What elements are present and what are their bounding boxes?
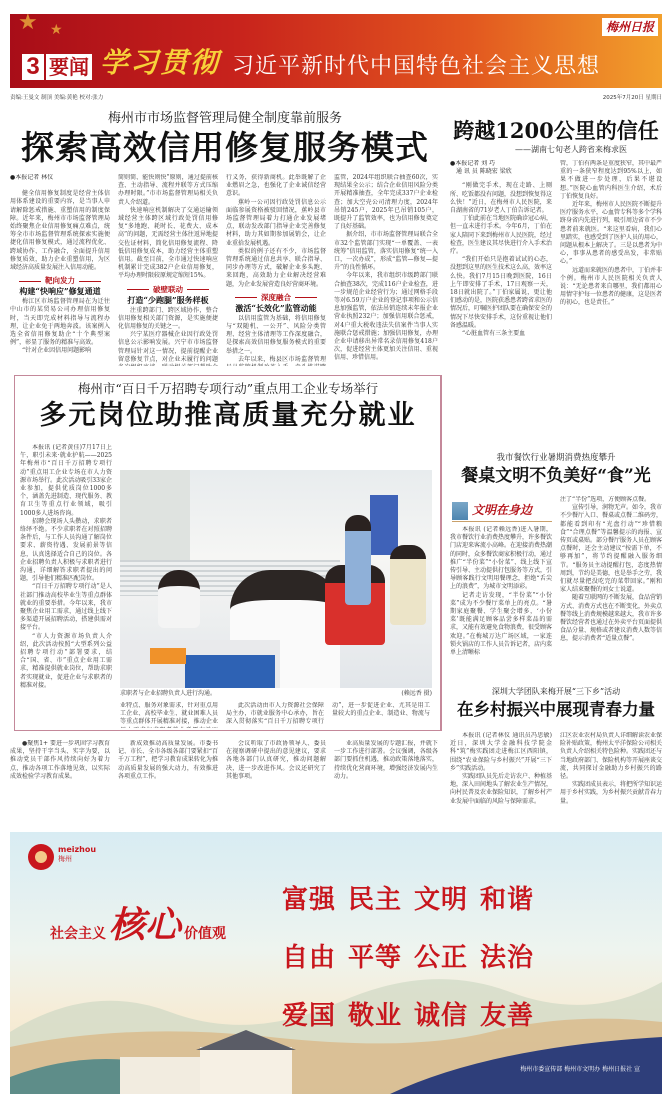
paragraph: 江区农业农村局负责人详细解读农业保险补贴政策，梅州太平洋保险公司相关负责人介绍相关特色险种。实践团还与当地政府部门、保险机构等开展座谈交流，共同探讨金融助力乡村振兴的路径。 bbox=[560, 732, 662, 781]
paragraph: 蕉岭一公司因行政处罚信息公示面临参展资格被驳回情况，蕉岭县市场监督管理局着力打通企业发展堵点，联动发改部门指导企业完善修复材料，助力其如期参加展销会，让企业重拾发展机遇。 bbox=[226, 198, 326, 247]
paragraph: 兴宁某医疗器械企业因行政处罚信息公示影响发展。兴宁市市场监督管理局针对这一情况，提前提醒企业留意修复节点，对企业未履行的问题 bbox=[118, 331, 218, 363]
dining-headline: 餐桌文明不负美好“食”光 bbox=[461, 466, 651, 486]
paragraph: 以信用监管为基础，将信用修复与“双随机、一公开”、风险分类管理、经营主体清理等工作深度融合，是探索高效信用修复服务模式的重要举措之一。 bbox=[226, 314, 326, 355]
ad-title bbox=[50, 902, 226, 948]
value-word: 公正 bbox=[414, 943, 469, 973]
plum-blossom-logo-icon bbox=[28, 844, 54, 870]
hall-shape bbox=[200, 1047, 292, 1094]
paragraph: 健全信用修复制度是经营主体信用体系建设的重要内容，是当事人申请解除惩戒措施、重塑信用的制度保障。近年来，梅州市市场监督管理局始终聚焦企业信用修复痛点难点，统筹全市市场监督管理系统探索实施便捷化信用修复模式，通过流程优化、跨域协作、工作融合，全面提升信用修复质效，助力企业重塑信用，为区域经济高质量发展注入信用动能。 bbox=[10, 190, 110, 272]
calligraphy-title: 学习贯彻 bbox=[100, 46, 221, 79]
jobs-article bbox=[20, 380, 436, 434]
building-shape bbox=[120, 1057, 200, 1094]
paragraph: 梅江区市场监督管理局在为迁往中山市的某贸易公司办理信用修复时，当天即完成材料指导与流程办理，让企业免于两地奔波。该案例入选全省信用修复助企“十个典型案例”，彰显了服务的精准与高效。 bbox=[10, 298, 110, 347]
paragraph: “针对企业因信用问题影响 bbox=[22, 347, 92, 355]
values-row bbox=[282, 880, 546, 920]
paragraph: 会议听取了市政协领导人、委员在视察调研中提出的意见建议，要求各地各部门认真研究，推动问题解决，进一步改进作风。会议还研究了其他事项。 bbox=[226, 740, 326, 780]
paragraph: 实践团成员表示，将把所学知识运用于乡村实践，为乡村振兴贡献青春力量。 bbox=[560, 781, 662, 805]
trust-byline: 通 讯 员 陈晓宏 梁欣 bbox=[456, 168, 512, 176]
rural-kicker: 深圳大学团队来梅开展“三下乡”活动 bbox=[491, 687, 621, 696]
rural-column-2 bbox=[560, 732, 662, 820]
lead-subhead-1 bbox=[10, 276, 110, 296]
jobs-column-3 bbox=[226, 702, 430, 728]
window bbox=[120, 470, 190, 560]
paragraph: 招聘会现场人头攒动，求职者络绎不绝。不少求职者在对照招聘条件后，与工作人员沟通了解岗位要求、薪资待遇、发展前景等信息，认真选择适合自己的岗位。各企业招聘负责人积极与求职者进行沟通，详细解答求职者提出的问题，引导他们精准匹配岗位。 bbox=[20, 517, 112, 583]
star-icon: ★ bbox=[18, 14, 38, 35]
civility-column-logo bbox=[452, 500, 552, 522]
paragraph: 业特点、服务对象需求，针对重点用工企业、高校毕业生、就业困难人员等重点群体开展精准对接，推动企业 bbox=[120, 702, 218, 726]
value-word: 平等 bbox=[348, 943, 403, 973]
trust-headline: 跨越1200公里的信任 bbox=[453, 118, 659, 143]
paragraph: 近年来，梅州市人民医院不断提升医疗服务水平，心血管专科等多个学科跻身省内先进行列，吸引周边省市不少患者前来就医。“来这里看病，我们心里踏实，也感受到了医护人员的用心，问题从根本上解决了。三是以患者为中心，事事从患者的感受出发，非常贴心。” bbox=[560, 201, 662, 266]
subhead-title: 激活“长效化”监管动能 bbox=[235, 302, 317, 313]
photo-caption: 求职者与企业招聘负责人进行沟通。 bbox=[120, 690, 217, 697]
page-banner bbox=[10, 14, 662, 88]
trust-byline: ●本报记者 刘 巧 bbox=[450, 160, 496, 167]
paragraph: 本报讯 (记者黄佳)7月17日上午，职引未来·就业护航——2025年梅州市“百日千万招聘专项行动”重点用工企业专场在市人力资源市场举行。此次活动吸引33家企业参加，提供优质岗位1000多个，涵盖先进制造、现代服务、教育卫生等重点行业领域，吸引1000多人进场咨询。 bbox=[20, 444, 112, 517]
value-word: 爱国 bbox=[282, 1001, 337, 1031]
photo-caption-row bbox=[120, 690, 432, 700]
values-row bbox=[282, 938, 546, 978]
bottom-column-2 bbox=[118, 740, 218, 820]
paragraph: 监管，2024年组织联合抽查60次，实现结果全公示；结合企业信用风险分类开展精准抽查，全年完成337户企业检查；加大空壳公司清理力度，2024年吊销245户，2025年已吊销105户，既提升了监管效率，也为信用修复奠定了良好基础。 bbox=[334, 174, 438, 231]
seated-figure bbox=[390, 545, 426, 625]
core-values-advertisement bbox=[10, 832, 662, 1094]
ad-title-calligraphy: 核心 bbox=[109, 904, 182, 946]
lead-byline: ●本报记者 林仪 bbox=[10, 174, 54, 181]
value-word: 和谐 bbox=[480, 885, 535, 915]
paragraph: 注重跨部门、跨区域协作，整合信用修复相关部门资源，是实施便捷化信用修复的关键之一。 bbox=[118, 306, 218, 331]
subhead-title: 打造“少跑腿”服务样板 bbox=[127, 294, 209, 305]
dining-column-2 bbox=[560, 496, 662, 678]
editor-credits: 责编:王曼文 制顶 美编:黄艳 校对:张力 bbox=[10, 95, 104, 101]
jobs-headline: 多元岗位助推高质量充分就业 bbox=[39, 400, 417, 431]
dining-column-1 bbox=[450, 526, 552, 678]
building-icon bbox=[452, 502, 468, 520]
paragraph: 行义务，获得新商机。此举既解了企业燃眉之急，也强化了企业诚信经营意识。 bbox=[226, 174, 326, 198]
banner-stand bbox=[370, 495, 398, 555]
paragraph: 新成效推动高质量发展。市委书记、市长、全市各级各部门要紧扣“百千万工程”，把学习教育成果转化为推动高质量发展的强大动力，有效推进各项重点工作。 bbox=[118, 740, 218, 780]
paragraph: 记者走访发现，“半份菜”“小份菜”成为不少餐厅菜单上的亮点。“暑期家庭聚餐、学生聚会增多，‘小份菜’既能满足顾客品尝多样菜品的需求，又能有效避免食物浪费，很受顾客欢迎。”在梅城万达广场区域，一家连锁火锅店的工作人员告诉记者，店内菜单上清晰标 bbox=[450, 591, 552, 657]
paragraph: 此次活动由市人力资源社会保障局主办，市就业服务中心承办，旨在深入贯彻落实“百日千万招聘专项行动”，进一步促进企业、尤其是用工量较大的重点企业、制造业、物流与 bbox=[226, 702, 430, 726]
paragraph: 据介绍，市市场监督管理局联合全市32个监管部门实现“一单覆盖、一表统筹”信用监管，落实信用修复“统一入口，一次办成”，形成“监管—修复—提升”的良性循环。 bbox=[334, 231, 438, 272]
lead-column-4 bbox=[334, 174, 438, 366]
subhead-title: 构建“快响应”修复通道 bbox=[19, 286, 101, 297]
paragraph: ●聚焦1+ 要进一步巩固学习教育成果，坚持干字当头、实字为要，以推动党员干部作风持续向好为着力点，推动各项工作落地见效，以实际成效检验学习教育成果。 bbox=[10, 740, 110, 780]
subhead-tag: 靶向发力 bbox=[45, 276, 75, 286]
dining-kicker: 我市餐饮行业暑期消费热度攀升 bbox=[496, 453, 616, 463]
lead-subhead-3 bbox=[226, 293, 326, 313]
value-word: 文明 bbox=[414, 885, 469, 915]
dining-article bbox=[450, 452, 662, 488]
ad-sponsors: 梅州市委宣传部 梅州市文明办 梅州日报社 宣 bbox=[520, 1066, 640, 1073]
star-icon: ★ bbox=[50, 22, 63, 38]
lead-headline: 探索高效信用修复服务模式 bbox=[21, 128, 429, 167]
recruiter-figure bbox=[158, 570, 200, 628]
value-word: 诚信 bbox=[414, 1001, 469, 1031]
page-number: 3 bbox=[22, 54, 44, 80]
paragraph: “刚做完手术，现在走路、上厕所、吃饭都没有问题，没想到恢复得这么快！”近日，在梅州市人民医院，来自湖南省的71岁老人丁伯告诉记者。 bbox=[450, 182, 552, 215]
ad-title-left: 社会主义 bbox=[50, 926, 106, 942]
core-values-list bbox=[282, 880, 546, 1036]
trust-article bbox=[450, 118, 662, 156]
bottom-column-3 bbox=[226, 740, 326, 820]
paragraph: 注了“半份”选项，方便顾客点餐。 bbox=[560, 496, 651, 503]
lead-column-3 bbox=[226, 174, 326, 366]
job-fair-photo bbox=[120, 470, 432, 688]
brand-chinese: 梅州 bbox=[58, 855, 72, 863]
paragraph: 简则简、能快则快”原则，通过提前核查、主动指导、流程并联等方式压缩办理时限。”市市场监督管理局相关负责人介绍道。 bbox=[118, 174, 218, 206]
lead-article bbox=[10, 110, 440, 168]
rural-column-1 bbox=[450, 732, 552, 820]
paragraph: 本报讯 (记者林仪 通讯员冯思敏)近日，深圳大学金融科技学院金科“筑”梅实践团走进梅江区西阳镇，围绕“农业保险与乡村振兴”开展“三下乡”实践活动。 bbox=[450, 732, 552, 772]
value-word: 富强 bbox=[282, 885, 337, 915]
newspaper-logo: 梅州日报 bbox=[602, 18, 658, 36]
section-label: 要闻 bbox=[46, 54, 92, 80]
value-word: 民主 bbox=[348, 885, 403, 915]
paragraph: 丁伯此前在当地医院确诊冠心病，但一直未进行手术。今年6月，丁伯在家人陪同下来到梅州市人民医院，经过检查，医生建议其尽快进行介入手术治疗。 bbox=[450, 215, 552, 256]
paragraph: 快速响应机制解决了交通运输领域经营主体跨区域行政处罚信用修复“多地跑、耗时长、花费大、成本高”的问题，无需经营主体往返异地提交佐证材料，简化信用修复流程、降低信用修复成本，助力经营主体重塑信用。截至目前，全市通过快速响应机制累计完成382户企业信用修复，平均办理时限较原规定缩短15%。 bbox=[118, 206, 218, 280]
lead-subhead-2 bbox=[118, 285, 218, 305]
trust-column-2 bbox=[560, 160, 662, 446]
values-row bbox=[282, 996, 546, 1036]
paragraph: 实践团队员先后走访农户、种植基地，深入田间地头了解农业生产情况，向村民普及农业保险知识，了解乡村产业发展中面临的风险与保障需求。 bbox=[450, 773, 552, 805]
paragraph: 远道而来就医的患者中，丁伯并非个例。梅州市人民医院相关负责人说：“无论患者来自哪里，我们都用心用情守护每一位患者的健康，这是医者的初心，也是责任。” bbox=[560, 266, 662, 307]
lead-kicker: 梅州市市场监督管理局健全制度靠前服务 bbox=[107, 111, 342, 126]
bottom-column-1 bbox=[10, 740, 110, 820]
standing-figure bbox=[345, 515, 371, 605]
trust-column-1 bbox=[450, 160, 552, 446]
lead-column-1 bbox=[10, 174, 110, 366]
jobs-column-2 bbox=[120, 702, 218, 728]
issue-date: 2025年7月20日 星期日 bbox=[602, 95, 662, 101]
value-word: 法治 bbox=[480, 943, 535, 973]
jobs-column-1 bbox=[20, 444, 112, 726]
subhead-tag: 破壁联动 bbox=[153, 284, 183, 294]
civility-logo-text: 文明在身边 bbox=[472, 503, 533, 517]
paragraph: 管，丁伯有两条是重度狭窄，其中最严重的一条狭窄程度达到95%以上，如果不做进一步处理，后果不堪设想。”医院心血管内科医生介绍，术后丁伯恢复良好。 bbox=[560, 160, 662, 200]
jobs-kicker: 梅州市“百日千万招聘专项行动”重点用工企业专场举行 bbox=[77, 381, 379, 396]
ad-title-right: 价值观 bbox=[184, 926, 227, 942]
value-word: 友善 bbox=[480, 1001, 535, 1031]
rural-article bbox=[450, 686, 662, 722]
desk-sign bbox=[185, 655, 275, 688]
paragraph: 类似的例子还有不少，市场监督管理系统通过信息共享、联合指导、同步办理等方式，破解企业多头跑、来回跑，高效助力企业解决经营难题，为企业发展营造良好营商环境。 bbox=[226, 247, 326, 288]
paragraph: 随着互联网的不断发展，食品营销方式、消费方式也在不断变化，外卖点餐等线上消费规模越来越大，我市许多餐饮经营者也通过在外卖平台页面提供食品分量、规格或者建议消费人数等信息，提示消费者“适量点餐”。 bbox=[560, 594, 662, 643]
trust-subtitle: ——湖南七旬老人跨省来梅求医 bbox=[515, 145, 627, 154]
paragraph: 宣传引导，润物无声。如今，我市不少餐厅入口、餐桌或点餐二维码旁，都能看到印有“光盘行动”“珍惜粮食”“合理点餐”等温馨提示的海报、宣传页或桌贴。部分餐厅服务人员在顾客点餐时，还会主动建议“按需下单，不够再加”，将节约提醒融入服务细节。“服务员主动提醒打包，态度热情周到，节约是美德，也是举手之劳，我们就尽量把没吃完的菜带回家。”刚和家人结束聚餐的刘女士说道。 bbox=[560, 504, 662, 594]
paragraph: 今年以来，我市组织市级跨部门联合抽查38次，完成116户企业检查，进一步规范企业经营行为；通过网格手段等对6.59万户企业的登记事项和公示信息加强监管，依法吊销连续未年报企业营业执照232户；加强信用联合惩戒，对4户重大税收违法失信案件当事人实施联合惩戒措施；加强信用修复，办理企业申请移出异常名录信用修复418户次，促进经营主体更加关注信用、重视信用、珍惜信用。 bbox=[334, 272, 438, 362]
paragraph: 业高质量发展的专题汇报，并就下一步工作进行部署。会议强调，各级各部门要抓住机遇，推动政策落地落实，持续优化营商环境，增强经济发展内生动力。 bbox=[334, 740, 438, 780]
value-word: 敬业 bbox=[348, 1001, 403, 1031]
rural-headline: 在乡村振兴中展现青春力量 bbox=[457, 700, 655, 719]
photo-credit: (赖远香 摄) bbox=[401, 690, 432, 697]
paragraph: “市人力资源市场负责人介绍，此次活动按照“大型系列公益招聘专项行动”部署要求，结合“国、省、市”重点企业用工需求，精准提供就业岗位，帮助求职者实现就业，促进企业与求职者的精准对接。 bbox=[20, 632, 112, 689]
brand-english: meizhou bbox=[58, 845, 97, 854]
folder bbox=[150, 648, 186, 664]
paragraph: 本报讯 (记者赖远香)进入暑期，我市餐饮行业消费热度攀升，许多餐饮门店迎来客流小高峰。在迎接消费热潮的同时，众多餐饮商家积极行动，通过推广“半份菜”“小份菜”、线上线下宣传引导、主动提供打包服务等方式，引导顾客践行文明用餐理念，拒绝“舌尖上的浪费”，为城市文明添彩。 bbox=[450, 526, 552, 591]
paragraph: “我们开始只是抱着试试的心态，没想到这里的医生技术这么高，效率这么快。我们7月15日晚到医院，16日上午即安排了手术，17日观察一天，18日就出院了。”丁伯家属说，更让他们感动的是，医院获悉患者跨省求医的情况后，叮嘱医护团队要在确保安全的情况下尽快安排手术，这份重视让他们备感温暖。 bbox=[450, 256, 552, 329]
value-word: 自由 bbox=[282, 943, 337, 973]
paragraph: “心脏血管有三条主要血 bbox=[462, 330, 526, 338]
banner-title: 习近平新时代中国特色社会主义思想 bbox=[232, 54, 601, 79]
subhead-tag: 深度融合 bbox=[261, 292, 291, 302]
lead-column-2 bbox=[118, 174, 218, 366]
bottom-column-4 bbox=[334, 740, 438, 820]
paragraph: 去年以来，梅县区市场监督管理 bbox=[238, 355, 326, 363]
paragraph: “百日千万招聘专项行动”是人社部门推动高校毕业生等重点群体就业的重要举措。今年以来，我市聚焦企业用工需求，通过线上线下多渠道开展招聘活动，搭建供需对接平台。 bbox=[20, 583, 112, 632]
